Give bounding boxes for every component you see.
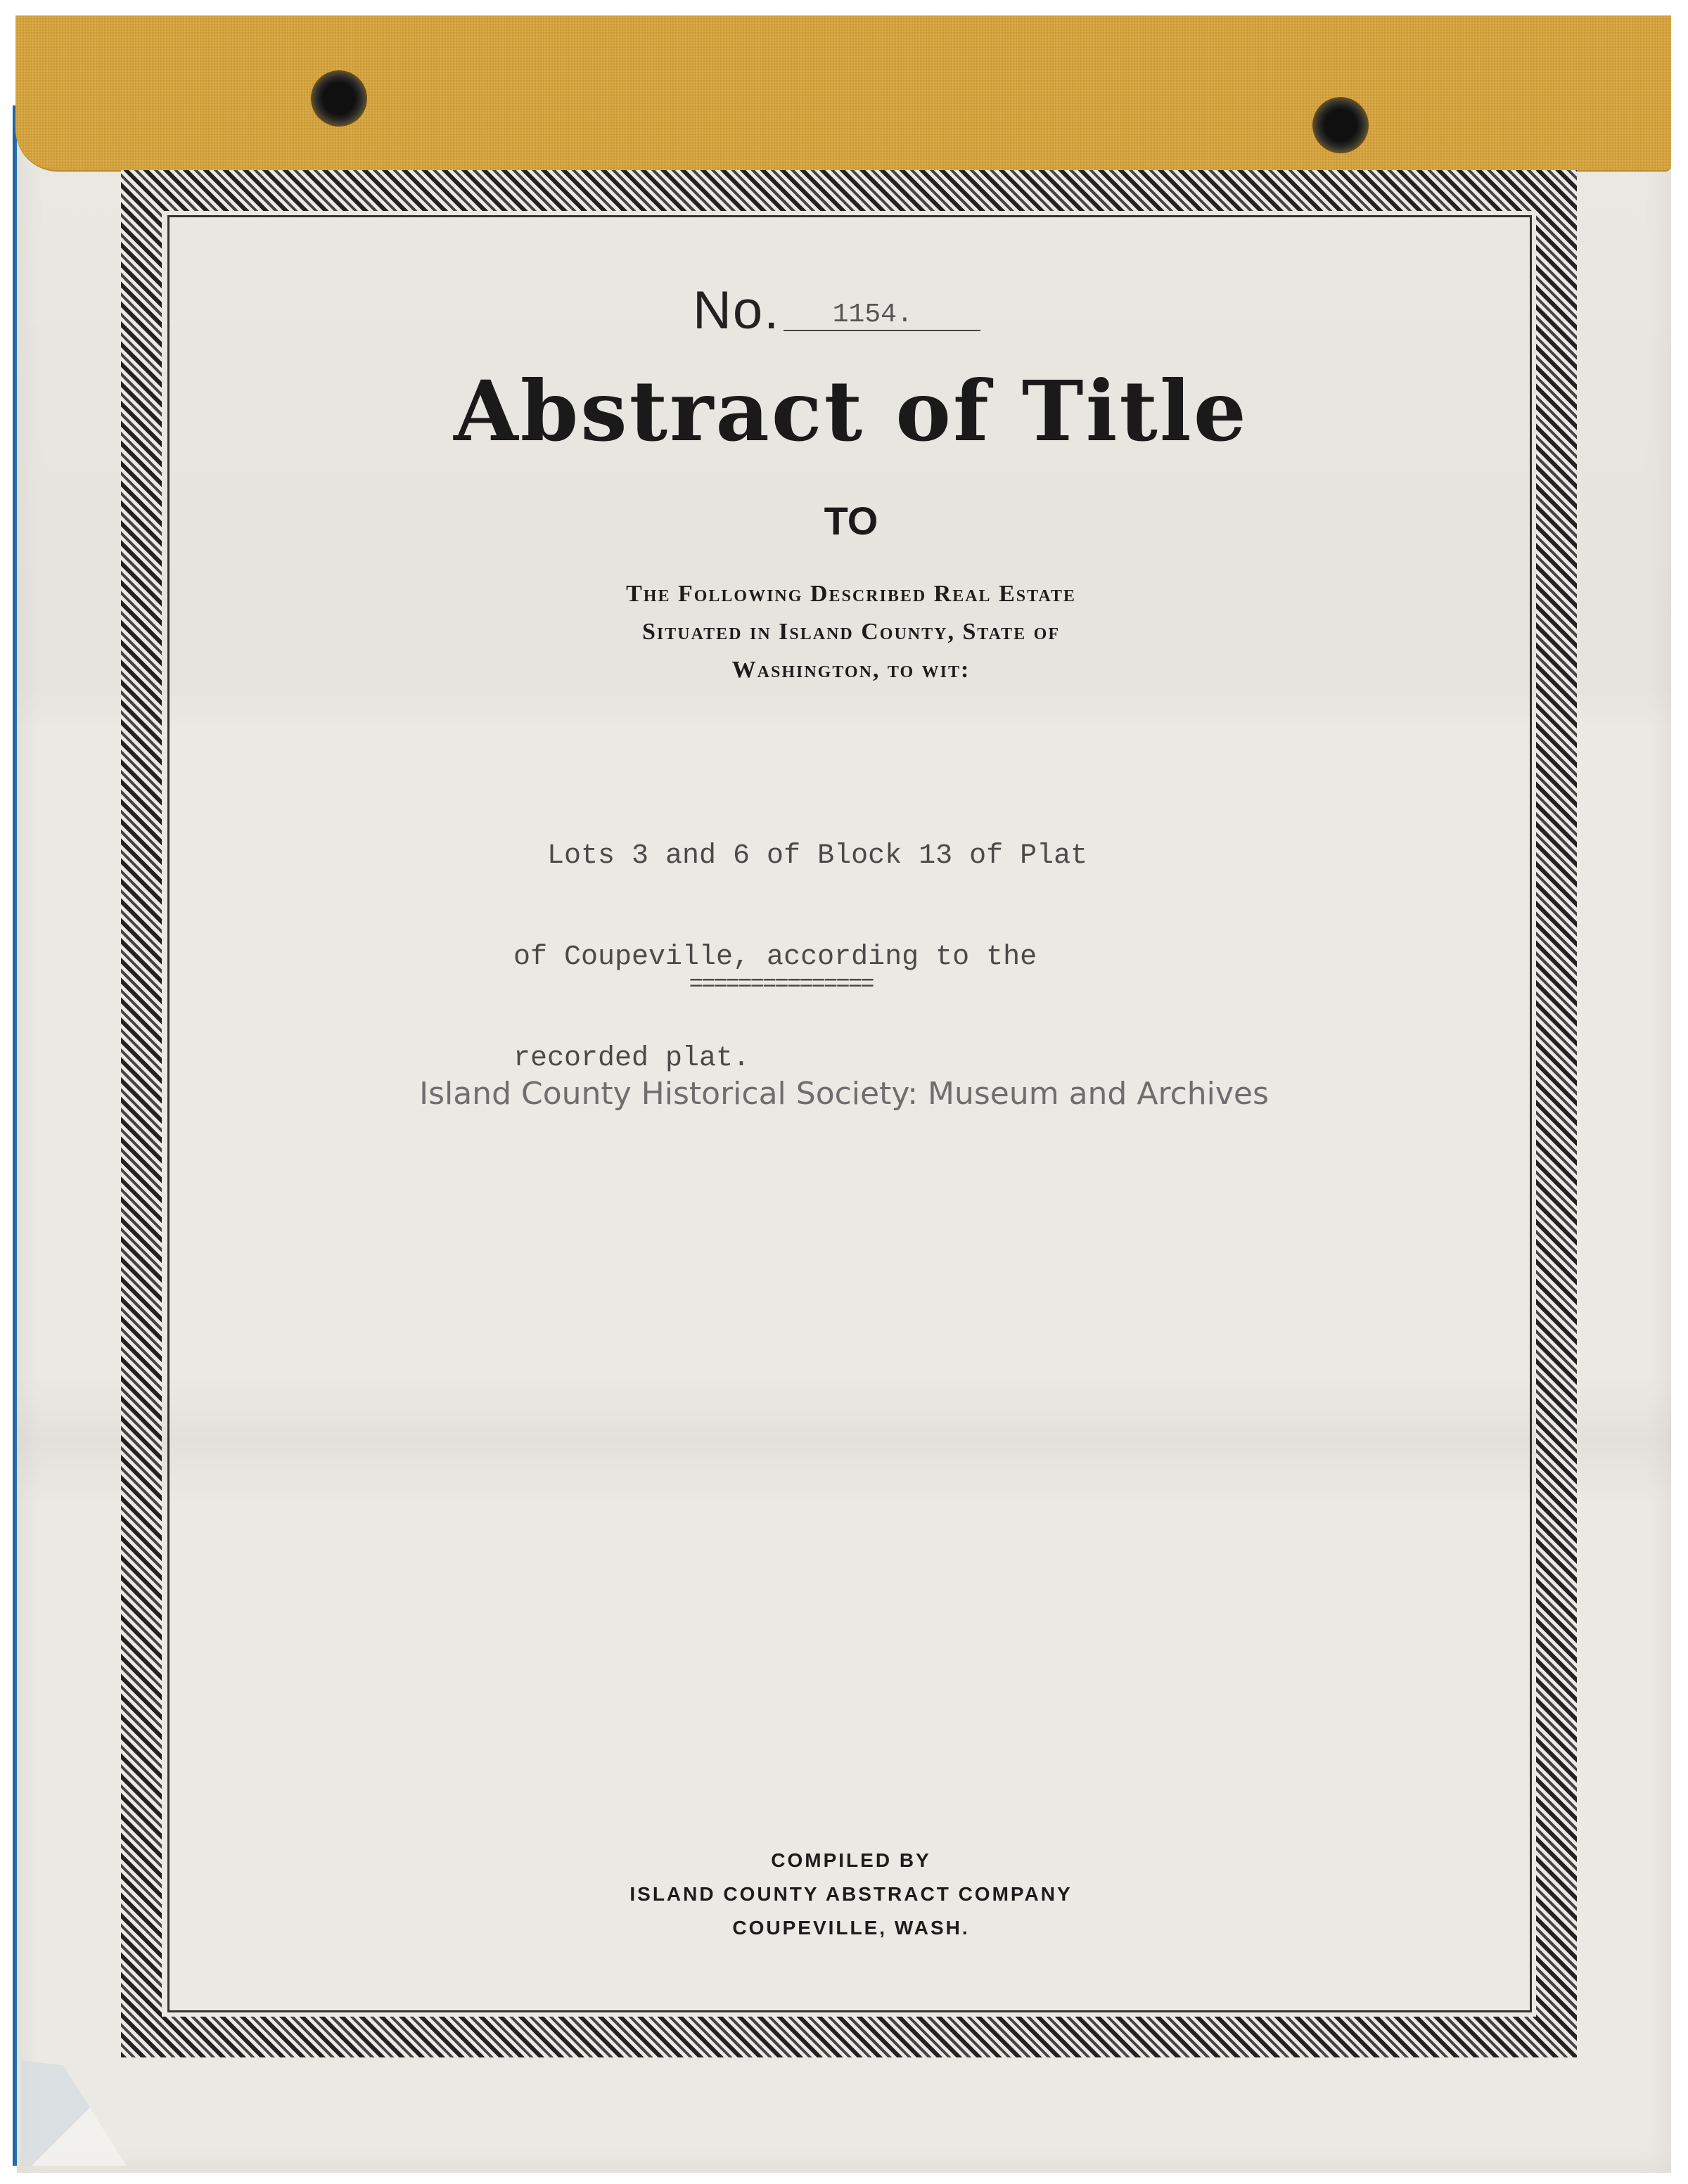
property-intro-line: Washington, to wit: bbox=[731, 657, 971, 683]
legal-description-line: Lots 3 and 6 of Block 13 of Plat bbox=[513, 840, 1088, 872]
document-title: Abstract of Title bbox=[454, 362, 1248, 460]
compiled-by-line: COMPILED BY bbox=[771, 1849, 931, 1871]
compiled-by-block bbox=[492, 1844, 1210, 1945]
punch-hole-left bbox=[311, 70, 367, 127]
legal-description-line: recorded plat. bbox=[513, 1043, 750, 1074]
property-intro-line: Situated in Island County, State of bbox=[642, 619, 1060, 645]
binder-tab bbox=[15, 15, 1671, 172]
number-value: 1154. bbox=[784, 300, 980, 331]
property-intro-line: The Following Described Real Estate bbox=[626, 581, 1076, 607]
legal-description-line: of Coupeville, according to the bbox=[513, 942, 1037, 973]
abstract-number bbox=[693, 280, 1009, 340]
show-through-bleed bbox=[338, 1610, 1604, 1730]
company-location: COUPEVILLE, WASH. bbox=[732, 1917, 970, 1939]
property-intro bbox=[492, 575, 1210, 689]
punch-hole-right bbox=[1312, 97, 1369, 153]
to-label: TO bbox=[824, 499, 878, 543]
company-name: ISLAND COUNTY ABSTRACT COMPANY bbox=[629, 1883, 1073, 1905]
typed-separator: =============== bbox=[689, 972, 873, 998]
archive-watermark: Island County Historical Society: Museum and Archives bbox=[419, 1076, 1269, 1112]
number-label: No. bbox=[693, 281, 781, 340]
